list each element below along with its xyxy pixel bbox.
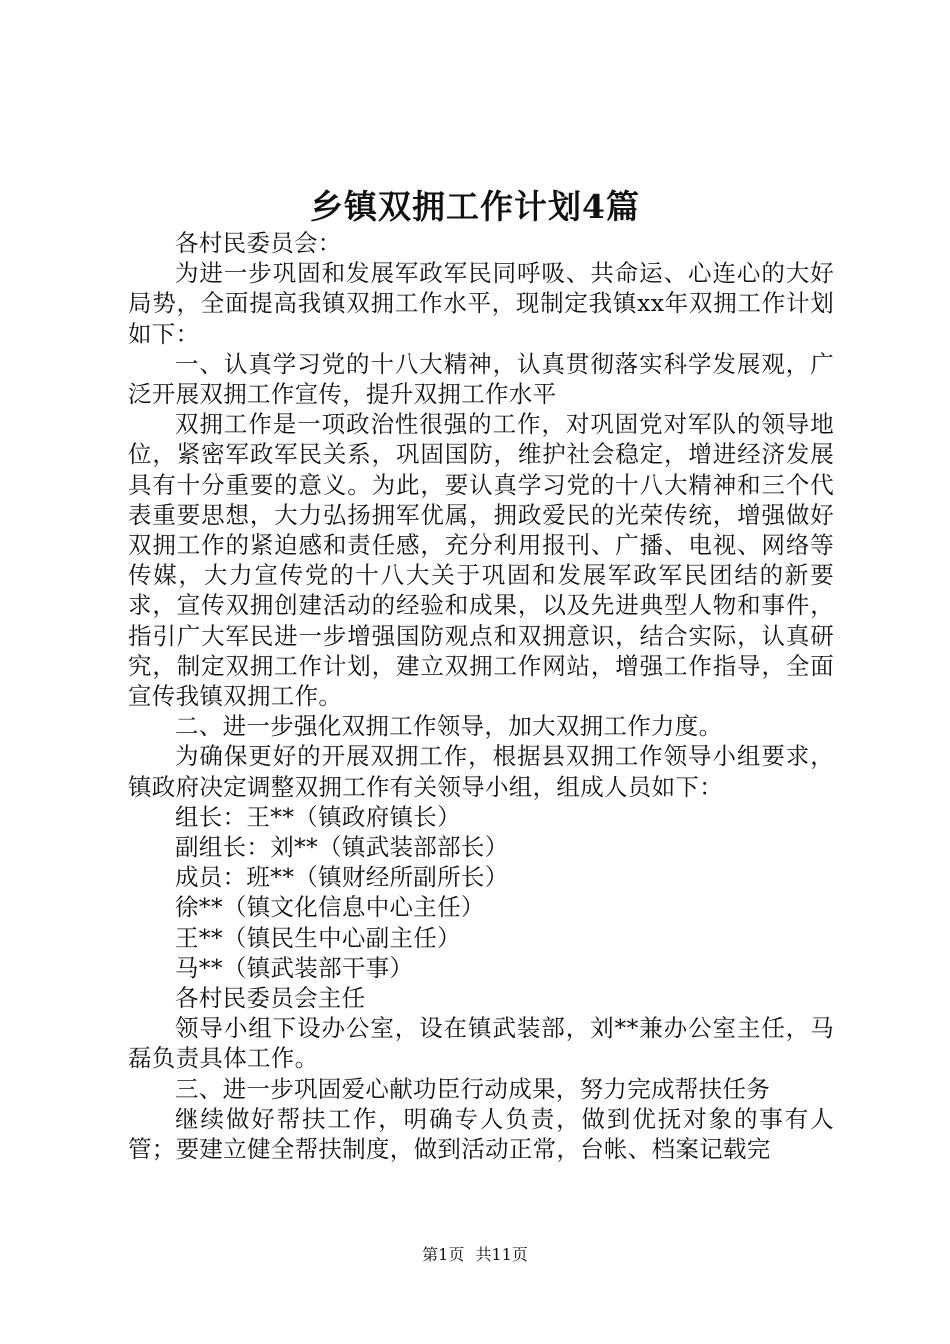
paragraph: 双拥工作是一项政治性很强的工作，对巩固党对军队的领导地位，紧密军政军民关系，巩固国防，维护社会稳定，增进经济发展具有十分重要的意义。为此，要认真学习党的十八大精神和三个代表重要思想，大力弘扬拥军优属，拥政爱民的光荣传统，增强做好双拥工作的紧迫感和责任感，充分利用报刊、广播、电视、网络等传媒，大力宣传党的十八大关于巩固和发展军政军民团结的新要求，宣传双拥创建活动的经验和成果，以及先进典型人物和事件，指引广大军民进一步增强国防观点和双拥意识，结合实际，认真研究，制定双拥工作计划，建立双拥工作网站，增强工作指导，全面宣传我镇双拥工作。 <box>128 410 834 711</box>
paragraph: 领导小组下设办公室，设在镇武装部，刘**兼办公室主任，马磊负责具体工作。 <box>128 1014 834 1073</box>
paragraph: 徐**（镇文化信息中心主任） <box>175 893 485 922</box>
paragraph: 各村民委员会： <box>175 229 342 257</box>
document-title: 乡镇双拥工作计划4篇 <box>310 187 640 226</box>
page-number: 第1页 <box>422 1245 465 1264</box>
paragraph: 二、进一步强化双拥工作领导，加大双拥工作力度。 <box>175 712 723 741</box>
page-footer <box>0 1244 950 1266</box>
paragraph: 副组长：刘**（镇武装部部长） <box>175 833 509 862</box>
paragraph: 三、进一步巩固爱心献功臣行动成果，努力完成帮扶任务 <box>175 1074 770 1103</box>
paragraph: 继续做好帮扶工作，明确专人负责，做到优抚对象的事有人管；要建立健全帮扶制度，做到活动正常，台帐、档案记载完 <box>128 1104 834 1164</box>
paragraph: 为进一步巩固和发展军政军民同呼吸、共命运、心连心的大好局势，全面提高我镇双拥工作水平，现制定我镇xx年双拥工作计划如下： <box>128 259 834 348</box>
paragraph: 马**（镇武装部干事） <box>175 953 414 982</box>
paragraph: 各村民委员会主任 <box>175 984 366 1013</box>
paragraph: 为确保更好的开展双拥工作，根据县双拥工作领导小组要求，镇政府决定调整双拥工作有关领导小组，组成人员如下： <box>128 742 834 801</box>
document-body <box>128 228 834 1164</box>
paragraph: 王**（镇民生中心副主任） <box>175 923 461 952</box>
paragraph: 成员：班**（镇财经所副所长） <box>175 863 509 892</box>
page-total: 共11页 <box>475 1245 528 1264</box>
paragraph: 一、认真学习党的十八大精神，认真贯彻落实科学发展观，广泛开展双拥工作宣传，提升双拥工作水平 <box>128 349 834 409</box>
paragraph: 组长：王**（镇政府镇长） <box>175 802 461 831</box>
